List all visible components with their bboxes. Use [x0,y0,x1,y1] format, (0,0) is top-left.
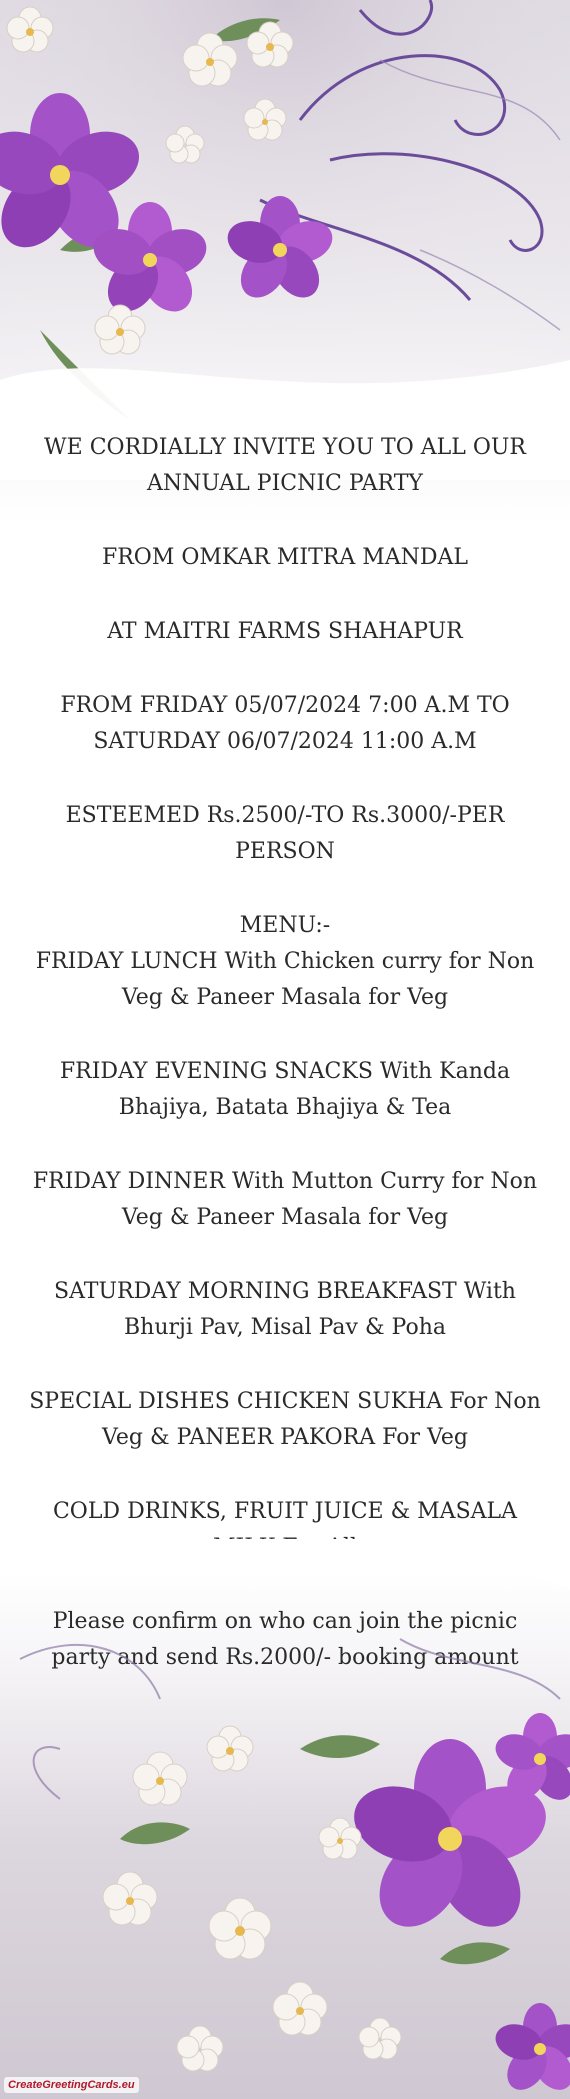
menu-item: FRIDAY DINNER With Mutton Curry for Non Veg & Paneer Masala for Veg [32,1169,538,1230]
top-floral-decoration [0,0,570,480]
invitation-from: FROM OMKAR MITRA MANDAL [101,545,469,570]
menu-item: FRIDAY LUNCH With Chicken curry for Non Veg & Paneer Masala for Veg [35,949,535,1010]
menu-item: COLD DRINKS, FRUIT JUICE & MASALA [52,1499,518,1524]
invitation-text [20,430,550,1714]
invitation-dates: FROM FRIDAY 05/07/2024 7:00 A.M TO SATURDAY 06/07/2024 11:00 A.M [60,693,510,754]
bottom-floral-decoration [0,1539,570,2099]
menu-heading: MENU:- [239,913,331,938]
invitation-intro: WE CORDIALLY INVITE YOU TO ALL OUR ANNUAL PICNIC PARTY [44,435,526,496]
white-flower-cluster [103,1726,401,2071]
invitation-venue: AT MAITRI FARMS SHAHAPUR [107,619,463,644]
watermark-logo[interactable]: CreateGreetingCards.eu [4,2077,139,2093]
menu-item: FRIDAY EVENING SNACKS With Kanda Bhajiya, Batata Bhajiya & Tea [59,1059,511,1120]
menu-item: SATURDAY MORNING BREAKFAST With Bhurji Pav, Misal Pav & Poha [54,1279,516,1340]
menu-item: SPECIAL DISHES CHICKEN SUKHA For Non Veg & PANEER PAKORA For Veg [29,1389,541,1450]
invitation-confirm: Please confirm on who can join the picnic party and send Rs.2000/- booking amount [51,1609,519,1670]
invitation-price: ESTEEMED Rs.2500/-TO Rs.3000/-PER PERSON [65,803,505,864]
